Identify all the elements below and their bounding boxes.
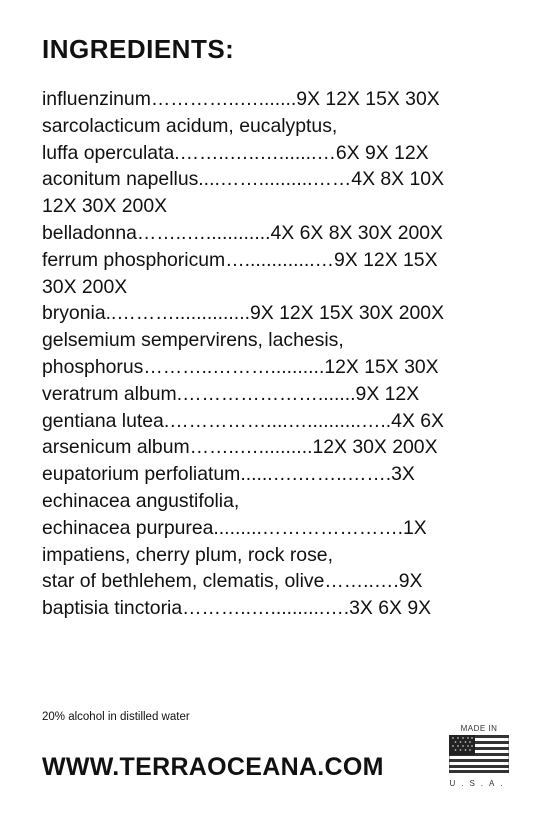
ingredient-line: arsenicum album……..…..........12X 30X 200X (42, 436, 438, 459)
ingredient-line: sarcolacticum acidum, eucalyptus, (42, 114, 338, 137)
ingredient-line: baptisia tinctoria………..…..........….3X 6X 9X (42, 597, 432, 620)
usa-label: U.S.A. (449, 779, 509, 788)
ingredient-line: star of bethlehem, clematis, olive……..….9X (42, 570, 423, 593)
ingredient-line: gelsemium sempervirens, lachesis, (42, 329, 344, 352)
ingredient-line: impatiens, cherry plum, rock rose, (42, 543, 333, 566)
ingredient-line: 30X 200X (42, 275, 128, 298)
ingredient-line: bryonia..………..............9X 12X 15X 30X 200X (42, 302, 445, 325)
made-in-usa-badge (446, 724, 512, 788)
ingredient-line: ferrum phosphoricum….............…9X 12X 15X (42, 248, 438, 271)
ingredient-line: phosphorus………..………..........12X 15X 30X (42, 355, 439, 378)
made-in-label: MADE IN (460, 724, 498, 733)
ingredient-line: aconitum napellus....……..........……4X 8X 10X (42, 168, 444, 191)
ingredient-line: echinacea purpurea.........………………….1X (42, 516, 427, 539)
ingredient-line: eupatorium perfoliatum......….……..…….3X (42, 463, 415, 486)
alcohol-note: 20% alcohol in distilled water (42, 711, 190, 723)
ingredient-line: 12X 30X 200X (42, 195, 168, 218)
ingredient-list (42, 86, 522, 622)
ingredient-line: veratrum album.………………….......9X 12X (42, 382, 420, 405)
ingredient-line: echinacea angustifolia, (42, 489, 240, 512)
ingredients-heading: INGREDIENTS: (42, 34, 235, 64)
ingredient-line: influenzinum…………..….......9X 12X 15X 30X (42, 88, 440, 110)
us-flag-icon (449, 735, 509, 773)
ingredient-line: gentiana lutea.……………....…..........…..4X 6X (42, 409, 444, 432)
ingredient-line: luffa operculata.……..…..….......…6X 9X 12X (42, 141, 429, 164)
website-url: WWW.TERRAOCEANA.COM (42, 753, 384, 781)
ingredient-line: belladonna……..…............4X 6X 8X 30X 200X (42, 221, 443, 244)
